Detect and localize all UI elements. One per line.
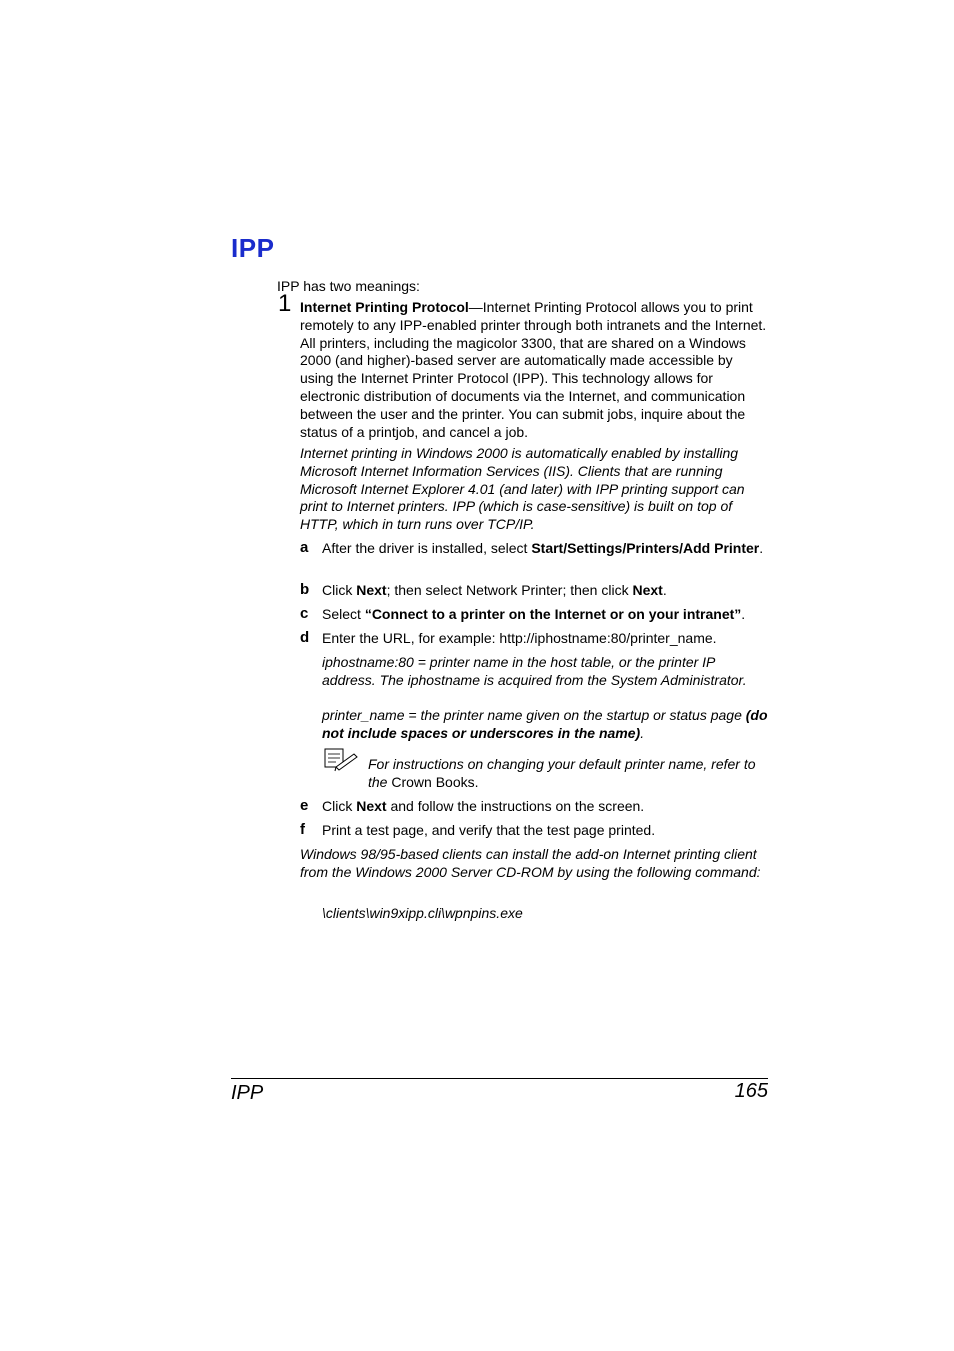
substep-letter: c (300, 605, 309, 622)
substep-d-note-2: printer_name = the printer name given on the startup or status page (do not include spaces or underscores in the name). (322, 707, 768, 741)
note-text: For instructions on changing your default printer name, refer to the Crown Books. (368, 756, 756, 790)
intro-text: IPP has two meanings: (277, 278, 420, 294)
page-title: IPP (231, 233, 275, 263)
step1-italic-note: Internet printing in Windows 2000 is automatically enabled by installing Microsoft Internet Information Services (IIS). Clients that are running Microsoft Internet Explorer 4.01 (and later) with IPP printing support can print to Internet printers. IPP (which is case-sensitive) is built on top of HTTP, which in turn runs over TCP/IP. (300, 445, 745, 533)
command-path: \clients\win9xipp.cli\wpnpins.exe (322, 905, 523, 921)
substep-c-text: Select “Connect to a printer on the Internet or on your intranet”. (322, 606, 746, 622)
step-number: 1 (278, 290, 292, 317)
substep-d-text: Enter the URL, for example: http://iphostname:80/printer_name. (322, 630, 717, 646)
substep-letter: e (300, 797, 309, 814)
step1-body: —Internet Printing Protocol allows you to print remotely to any IPP-enabled printer through both intranets and the Internet. All printers, including the magicolor 3300, that are shared on a Windows 2000 (and higher)-based server are automatically made accessible by using the Internet Printer Protocol (IPP). This technology allows for electronic distribution of documents via the Internet, and communication between the user and the printer. You can submit jobs, inquire about the status of a printjob, and cancel a job. (300, 299, 767, 440)
substep-b-text: Click Next; then select Network Printer; then click Next. (322, 582, 667, 598)
closing-note: Windows 98/95-based clients can install the add-on Internet printing client from the Windows 2000 Server CD-ROM by using the following command: (300, 846, 761, 880)
note-pencil-icon (324, 748, 358, 772)
footer-rule (231, 1078, 768, 1079)
substep-letter: b (300, 581, 310, 598)
substep-letter: d (300, 629, 310, 646)
substep-f-text: Print a test page, and verify that the test page printed. (322, 822, 656, 838)
page-number: 165 (734, 1080, 768, 1102)
substep-e-text: Click Next and follow the instructions on the screen. (322, 798, 645, 814)
step1-title: Internet Printing Protocol (300, 299, 469, 315)
step1-paragraph (300, 299, 770, 441)
substep-letter: f (300, 821, 305, 838)
substep-d-note-1: iphostname:80 = printer name in the host table, or the printer IP address. The iphostname is acquired from the System Administrator. (322, 654, 747, 688)
footer-section-title: IPP (231, 1082, 264, 1104)
substep-a-text: After the driver is installed, select Start/Settings/Printers/Add Printer. (322, 540, 764, 556)
substep-letter: a (300, 539, 309, 556)
